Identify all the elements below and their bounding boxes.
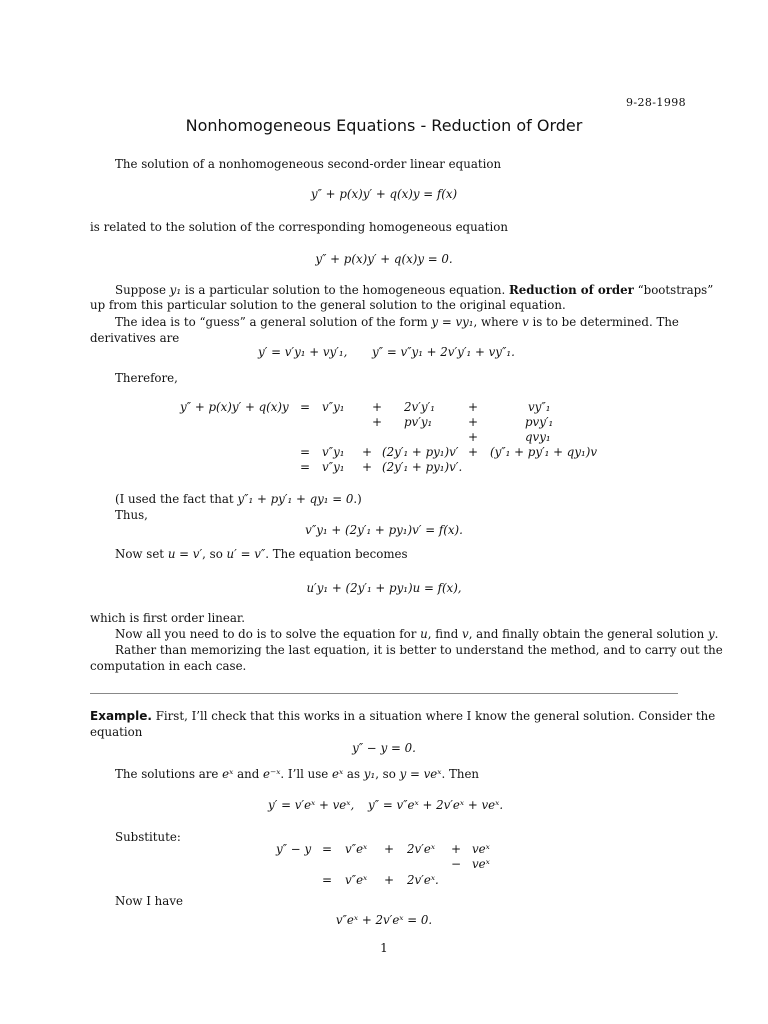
ex-r3-term-2: 2v′eˣ.: [407, 873, 439, 887]
section-divider: [90, 693, 678, 694]
sol-y1: y₁: [363, 767, 376, 781]
subst-e1: u = v′: [167, 547, 203, 561]
suppose-pre: Suppose: [115, 283, 170, 297]
sol-mid: . I’ll use: [280, 767, 333, 781]
fact-line: [115, 492, 362, 506]
row4-plus-1: +: [362, 445, 373, 459]
example-intro: First, I’ll check that this works in a situation where I know the general solution. Consider the: [151, 709, 716, 723]
row2-term-1: pv′y₁: [404, 415, 433, 429]
method-line-2: computation in each case.: [90, 659, 247, 673]
idea-guess-eq: y = vy₁: [431, 315, 474, 329]
first-order-note: which is first order linear.: [90, 611, 245, 625]
example-line-1: [90, 709, 715, 723]
example-eq-1: =: [322, 842, 333, 856]
now-i-have: Now I have: [115, 894, 183, 908]
equation-thus: v″y₁ + (2y′₁ + py₁)v′ = f(x).: [305, 523, 463, 537]
idea-post: is to be determined. The: [528, 315, 679, 329]
document-date: 9-28-1998: [626, 96, 687, 109]
solutions-line: [115, 767, 479, 781]
example-line-2: equation: [90, 725, 143, 739]
row4-term-1: v″y₁: [322, 445, 345, 459]
subst-line: [115, 547, 408, 561]
ex-r1-plus-1: +: [384, 842, 395, 856]
row2-plus-1: +: [372, 415, 383, 429]
example-label: Example.: [90, 709, 152, 723]
ex-r3-plus: +: [384, 873, 395, 887]
row2-plus-2: +: [468, 415, 479, 429]
suppose-post: “bootstraps”: [633, 283, 714, 297]
sol-e3: eˣ: [332, 767, 344, 781]
equation-homogeneous: y″ + p(x)y′ + q(x)y = 0.: [315, 252, 453, 266]
subst-post: . The equation becomes: [265, 547, 408, 561]
ex-r1-plus-2: +: [451, 842, 462, 856]
idea-mid: , where: [473, 315, 523, 329]
idea-line-2: derivatives are: [90, 331, 180, 345]
row4-term-3: (y″₁ + py′₁ + qy₁)v: [490, 445, 598, 459]
row3-plus: +: [468, 430, 479, 444]
ex-r2-minus: −: [451, 857, 462, 871]
therefore-eq-1: =: [300, 400, 311, 414]
fact-pre: (I used the fact that: [115, 492, 238, 506]
solve-post: .: [714, 627, 719, 641]
therefore-eq-3: =: [300, 460, 311, 474]
solve-mid1: , find: [427, 627, 463, 641]
equation-nonhomogeneous: y″ + p(x)y′ + q(x)y = f(x): [310, 187, 458, 201]
solve-pre: Now all you need to do is to solve the equation for: [115, 627, 421, 641]
ex-r1-term-3: veˣ: [472, 842, 490, 856]
example-lhs: y″ − y: [276, 842, 312, 856]
row1-plus-1: +: [372, 400, 383, 414]
intro-line-1: The solution of a nonhomogeneous second-order linear equation: [115, 157, 502, 171]
row1-term-2: 2v′y′₁: [404, 400, 435, 414]
example-equation: y″ − y = 0.: [352, 741, 416, 755]
page-number: 1: [380, 941, 388, 955]
sol-e2: e⁻ˣ: [263, 767, 281, 781]
solve-y: y: [708, 627, 715, 641]
row1-term-3: vy″₁: [528, 400, 551, 414]
row1-plus-2: +: [468, 400, 479, 414]
thus-label: Thus,: [115, 508, 148, 522]
sol-as: as: [343, 767, 364, 781]
row1-term-1: v″y₁: [322, 400, 345, 414]
idea-line-1: [115, 315, 679, 329]
fact-post: .): [353, 492, 362, 506]
suppose-mid: is a particular solution to the homogeneous equation.: [181, 283, 509, 297]
row4-plus-2: +: [468, 445, 479, 459]
row2-term-2: pvy′₁: [525, 415, 554, 429]
row5-term-1: v″y₁: [322, 460, 345, 474]
idea-pre: The idea is to “guess” a general solution of the form: [115, 315, 432, 329]
example-derivative-a: y′ = v′eˣ + veˣ,: [268, 798, 355, 812]
sol-eq: y = veˣ: [399, 767, 442, 781]
reduction-of-order-term: Reduction of order: [508, 283, 634, 297]
solve-v: v: [462, 627, 469, 641]
row5-plus: +: [362, 460, 373, 474]
derivative-y-prime: y′ = v′y₁ + vy′₁,: [258, 345, 348, 359]
ex-r1-term-2: 2v′eˣ: [407, 842, 436, 856]
fact-eq: y″₁ + py′₁ + qy₁ = 0: [237, 492, 354, 506]
example-final-equation: v″eˣ + 2v′eˣ = 0.: [335, 913, 433, 927]
equation-first-order: u′y₁ + (2y′₁ + py₁)u = f(x),: [306, 581, 462, 595]
row4-term-2: (2y′₁ + py₁)v′: [382, 445, 459, 459]
suppose-line-2: up from this particular solution to the general solution to the original equation.: [90, 298, 566, 312]
page-title: Nonhomogeneous Equations - Reduction of Order: [185, 116, 583, 135]
solve-u: u: [420, 627, 428, 641]
subst-pre: Now set: [115, 547, 168, 561]
therefore-eq-2: =: [300, 445, 311, 459]
ex-r1-term-1: v″eˣ: [345, 842, 368, 856]
intro-line-2: is related to the solution of the corresponding homogeneous equation: [90, 220, 508, 234]
solve-mid2: , and finally obtain the general solution: [468, 627, 708, 641]
subst-mid: , so: [202, 547, 227, 561]
ex-r3-term-1: v″eˣ: [345, 873, 368, 887]
suppose-y1: y₁: [169, 283, 182, 297]
solve-line: [115, 627, 718, 641]
sol-and: and: [233, 767, 264, 781]
sol-so: , so: [375, 767, 400, 781]
sol-pre: The solutions are: [115, 767, 223, 781]
sol-post: . Then: [441, 767, 480, 781]
therefore-lhs: y″ + p(x)y′ + q(x)y: [180, 400, 289, 414]
substitute-label: Substitute:: [115, 830, 181, 844]
example-eq-2: =: [322, 873, 333, 887]
sol-e1: eˣ: [222, 767, 234, 781]
suppose-line-1: [115, 283, 713, 297]
example-derivative-b: y″ = v″eˣ + 2v′eˣ + veˣ.: [368, 798, 504, 812]
subst-e2: u′ = v″: [226, 547, 266, 561]
method-line-1: Rather than memorizing the last equation, it is better to understand the method, and to carry out the: [115, 643, 723, 657]
row3-term: qvy₁: [525, 430, 551, 444]
row5-term-2: (2y′₁ + py₁)v′.: [382, 460, 463, 474]
idea-v: v: [522, 315, 529, 329]
therefore-label: Therefore,: [115, 371, 178, 385]
ex-r2-term: veˣ: [472, 857, 490, 871]
derivative-y-double-prime: y″ = v″y₁ + 2v′y′₁ + vy″₁.: [372, 345, 515, 359]
